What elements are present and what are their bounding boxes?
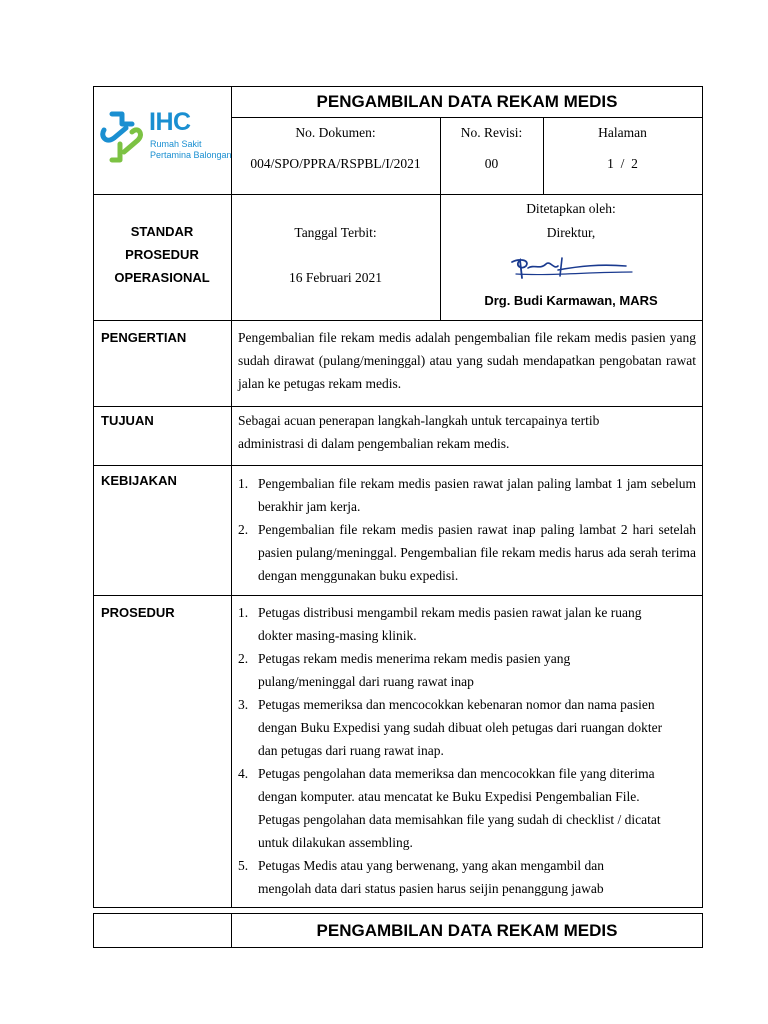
section-text-pengertian: Pengembalian file rekam medis adalah pengembalian file rekam medis pasien yang sudah dirawat (pulang/meninggal) atau yang sudah mendapatkan pengobatan rawat jalan ke petugas rekam medis. bbox=[238, 330, 696, 391]
list-item-line: untuk dilakukan assembling. bbox=[258, 835, 413, 850]
list-item-line: Petugas pengolahan data memeriksa dan mencocokkan file yang diterima bbox=[258, 766, 655, 781]
section-label-prosedur: PROSEDUR bbox=[101, 605, 175, 620]
pengertian-divider bbox=[93, 406, 703, 407]
list-item-line: dengan komputer. atau mencatat ke Buku Expedisi Pengembalian File. bbox=[258, 789, 640, 804]
tujuan-divider bbox=[93, 465, 703, 466]
logo-line-2: Pertamina Balongan bbox=[150, 150, 232, 160]
logo-line-1: Rumah Sakit bbox=[150, 139, 202, 149]
header-title-divider bbox=[231, 117, 703, 118]
sop-label-line-3: OPERASIONAL bbox=[114, 270, 210, 285]
footer-table-border-left bbox=[93, 913, 94, 948]
list-item-text: Pengembalian file rekam medis pasien rawat inap paling lambat 2 hari setelah pasien pulang/meninggal. Pengembalian file rekam medis harus ada serah terima dengan menggunakan buku expedisi. bbox=[258, 522, 696, 583]
list-item-line: Petugas pengolahan data memisahkan file yang sudah di checklist / dicatat bbox=[258, 812, 661, 827]
sop-label-line-2: PROSEDUR bbox=[125, 247, 199, 262]
list-item bbox=[238, 647, 696, 693]
list-item bbox=[238, 472, 696, 518]
tujuan-line-1: Sebagai acuan penerapan langkah-langkah untuk tercapainya tertib bbox=[238, 413, 600, 428]
list-item-number: 1. bbox=[238, 476, 249, 491]
list-item-number: 2. bbox=[238, 522, 249, 537]
list-item-line: dengan Buku Expedisi yang sudah dibuat oleh petugas dari ruangan dokter bbox=[258, 720, 663, 735]
footer-table-border-bottom bbox=[93, 947, 703, 948]
sop-row-divider bbox=[93, 320, 703, 321]
section-label-tujuan: TUJUAN bbox=[101, 413, 154, 428]
list-item bbox=[238, 518, 696, 587]
section-label-kebijakan: KEBIJAKAN bbox=[101, 473, 177, 488]
list-item-line: mengolah data dari status pasien harus seijin penanggung jawab bbox=[258, 881, 604, 896]
header-row-divider bbox=[93, 194, 703, 195]
list-item-line: dan petugas dari ruang rawat inap. bbox=[258, 743, 444, 758]
list-item bbox=[238, 762, 696, 854]
director-name: Drg. Budi Karmawan, MARS bbox=[484, 293, 658, 308]
document-title: PENGAMBILAN DATA REKAM MEDIS bbox=[316, 92, 618, 111]
section-text-tujuan bbox=[238, 409, 696, 455]
prosedur-list bbox=[238, 601, 696, 900]
no-revisi-label: No. Revisi: bbox=[460, 125, 523, 140]
footer-document-title: PENGAMBILAN DATA REKAM MEDIS bbox=[316, 921, 618, 940]
list-item-line: pulang/meninggal dari ruang rawat inap bbox=[258, 674, 474, 689]
list-item-line: Petugas rekam medis menerima rekam medis pasien yang bbox=[258, 651, 571, 666]
sop-label-line-1: STANDAR bbox=[130, 224, 194, 239]
hospital-logo bbox=[98, 106, 232, 170]
director-signature bbox=[500, 248, 640, 284]
list-item bbox=[238, 693, 696, 762]
list-item bbox=[238, 854, 696, 900]
tanggal-terbit-value: 16 Februari 2021 bbox=[289, 270, 382, 285]
list-item-number: 3. bbox=[238, 697, 249, 712]
logo-brand-text: IHC bbox=[149, 108, 191, 136]
table-border-bottom bbox=[93, 907, 703, 908]
ditetapkan-label: Ditetapkan oleh: bbox=[526, 201, 616, 216]
tujuan-line-2: administrasi di dalam pengembalian rekam medis. bbox=[238, 436, 510, 451]
no-dokumen-label: No. Dokumen: bbox=[295, 125, 376, 140]
list-item-number: 5. bbox=[238, 858, 249, 873]
no-dokumen-value: 004/SPO/PPRA/RSPBL/I/2021 bbox=[250, 156, 421, 171]
table-border-right bbox=[702, 86, 703, 908]
kebijakan-divider bbox=[93, 595, 703, 596]
halaman-value: 1 / 2 bbox=[607, 156, 638, 171]
list-item bbox=[238, 601, 696, 647]
table-col-divider bbox=[231, 86, 232, 908]
no-revisi-value: 00 bbox=[484, 156, 499, 171]
kebijakan-list bbox=[238, 472, 696, 587]
section-label-pengertian: PENGERTIAN bbox=[101, 330, 187, 345]
list-item-line: dokter masing-masing klinik. bbox=[258, 628, 417, 643]
halaman-label: Halaman bbox=[598, 125, 647, 140]
list-item-text: Pengembalian file rekam medis pasien rawat jalan paling lambat 1 jam sebelum berakhir jam kerja. bbox=[258, 476, 696, 514]
table-border-top bbox=[93, 86, 703, 87]
list-item-number: 4. bbox=[238, 766, 249, 781]
list-item-number: 2. bbox=[238, 651, 249, 666]
table-border-left bbox=[93, 86, 94, 908]
footer-table-border-top bbox=[93, 913, 703, 914]
list-item-line: Petugas memeriksa dan mencocokkan kebenaran nomor dan nama pasien bbox=[258, 697, 655, 712]
direktur-label: Direktur, bbox=[546, 225, 596, 240]
list-item-line: Petugas distribusi mengambil rekam medis pasien rawat jalan ke ruang bbox=[258, 605, 642, 620]
tanggal-terbit-label: Tanggal Terbit: bbox=[294, 225, 377, 240]
list-item-number: 1. bbox=[238, 605, 249, 620]
sop-label bbox=[93, 220, 231, 289]
list-item-line: Petugas Medis atau yang berwenang, yang akan mengambil dan bbox=[258, 858, 605, 873]
